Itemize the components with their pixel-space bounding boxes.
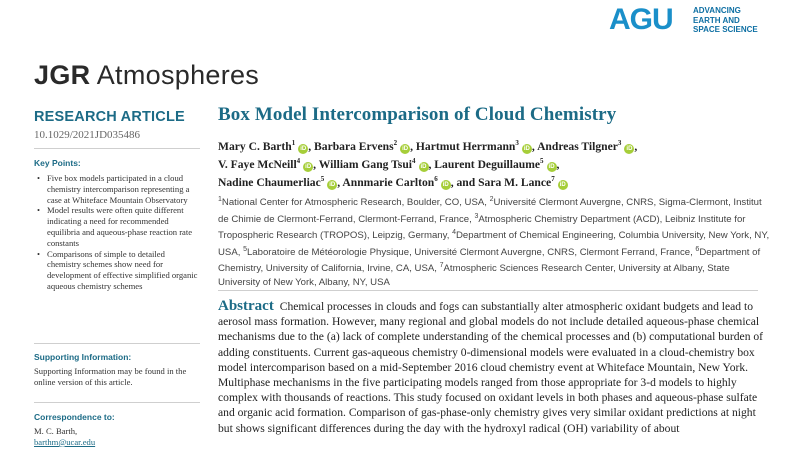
- affiliation-number: 1: [218, 196, 222, 203]
- author[interactable]: [218, 140, 308, 153]
- orcid-icon[interactable]: iD: [626, 145, 633, 152]
- key-point-item: • Model results were often quite different indicating a need for recommended equilibria and aqueous-phase reaction rate constants: [34, 205, 200, 248]
- divider: [218, 290, 758, 291]
- journal-name: Atmospheres: [90, 60, 260, 90]
- author-name: V. Faye McNeill: [218, 158, 297, 172]
- affiliation-number: 4: [296, 157, 301, 166]
- orcid-icon[interactable]: iD: [523, 145, 530, 152]
- correspondence-block: [34, 426, 200, 448]
- author[interactable]: [218, 176, 337, 189]
- correspondence-title: Correspondence to:: [34, 412, 115, 422]
- logo-line: EARTH AND: [693, 15, 740, 25]
- affiliation-text: Université Clermont Auvergne, CNRS, Sigma-Clermont, Institut de Chimie de Clermont-Ferrand, Clermont-Ferrand, France,: [218, 197, 762, 225]
- correspondence-name: M. C. Barth,: [34, 426, 78, 436]
- key-points-list: [34, 173, 200, 292]
- affiliation-number: 5: [243, 245, 247, 253]
- agu-logo: [609, 4, 784, 36]
- affiliation-number: 3: [515, 139, 519, 147]
- author-name: Laurent Deguillaume: [434, 158, 541, 172]
- supporting-info-text: Supporting Information may be found in the online version of this article.: [34, 366, 187, 387]
- affiliation-number: 3: [617, 139, 622, 147]
- author[interactable]: [537, 140, 634, 153]
- author[interactable]: [319, 158, 429, 171]
- orcid-icon[interactable]: iD: [420, 164, 427, 171]
- orcid-icon[interactable]: iD: [548, 164, 555, 171]
- affiliation-number: 2: [393, 139, 398, 147]
- article-type: RESEARCH ARTICLE: [34, 109, 185, 125]
- affiliation-number: 4: [412, 157, 416, 166]
- affiliation-text: Atmospheric Sciences Research Center, University at Albany, State University of New York, Albany, NY, USA: [218, 263, 730, 288]
- author-name: Hartmut Herrmann: [415, 139, 516, 153]
- affiliation-number: 3: [474, 212, 479, 220]
- orcid-icon[interactable]: iD: [402, 145, 409, 152]
- affiliation-number: 6: [434, 175, 438, 184]
- orcid-icon[interactable]: iD: [300, 145, 307, 152]
- affiliation-text: Department of Chemistry, University of California, Irvine, CA, USA,: [218, 246, 761, 275]
- author[interactable]: [416, 140, 532, 153]
- author[interactable]: [218, 158, 313, 171]
- supporting-info-title: Supporting Information:: [34, 352, 132, 362]
- logo-line: ADVANCING: [693, 6, 741, 15]
- affiliation-number: 7: [551, 175, 555, 184]
- author[interactable]: [478, 176, 568, 189]
- journal-abbrev: JGR: [34, 60, 91, 90]
- author-name: Nadine Chaumerliac: [218, 176, 321, 190]
- affiliation-number: 2: [489, 196, 494, 203]
- abstract: [218, 299, 766, 436]
- author-name: Annmarie Carlton: [342, 176, 435, 190]
- affiliation-text: Department of Chemical Engineering, Columbia University, New York, NY, USA,: [218, 230, 770, 258]
- author[interactable]: [314, 140, 410, 153]
- affiliation-number: 6: [695, 245, 700, 253]
- divider: [34, 402, 200, 403]
- affiliation-text: National Center for Atmospheric Research, Boulder, CO, USA,: [221, 197, 490, 209]
- author-name: Sara M. Lance: [478, 176, 552, 190]
- author-name: Mary C. Barth: [218, 139, 292, 153]
- author[interactable]: [342, 176, 450, 189]
- affiliation-number: 4: [452, 229, 456, 237]
- author[interactable]: [434, 158, 556, 171]
- doi-link[interactable]: 10.1029/2021JD035486: [34, 129, 141, 141]
- author-name: William Gang Tsui: [318, 158, 412, 172]
- affiliation-number: 5: [320, 175, 325, 184]
- orcid-icon[interactable]: iD: [329, 182, 336, 189]
- author-name: Andreas Tilgner: [537, 139, 618, 153]
- key-points-title: Key Points:: [34, 158, 81, 168]
- agu-logo-tagline: [693, 6, 758, 35]
- journal-title: [34, 60, 259, 91]
- affiliations: [218, 193, 770, 289]
- affiliation-text: Laboratoire de Météorologie Physique, Université Clermont Auvergne, CNRS, Clermont Ferrand, France,: [246, 246, 696, 258]
- author-name: Barbara Ervens: [314, 139, 394, 153]
- logo-line: SPACE SCIENCE: [693, 25, 758, 34]
- orcid-icon[interactable]: iD: [305, 164, 312, 171]
- orcid-icon[interactable]: iD: [559, 182, 566, 189]
- abstract-text: Chemical processes in clouds and fogs can substantially alter atmospheric oxidant budgets and lead to aerosol mass formation. However, many regional and global models do not include detailed aqueous-phase chemical mechanisms due to the (a) lack of complete understanding of the chemical processes and (b) computational burden of adding constituents. Current gas-aqueous chemistry 0-dimensional models were evaluated in a cloud-chemistry box model intercomparison based on a mid-September 2016 cloud chemistry event at Whiteface Mountain, New York. Multiphase mechanisms in the five participating models ranged from those appropriate for 3-d models to highly complex with thousands of reactions. This study focused on oxidant levels in both phases and aqueous-phase sulfate and organic acid formation. Comparison of gas-phase-only chemistry gives very similar oxidant predictions at night but shows significant differences during the day with the hydroxyl radical (OH) variability of about: [218, 300, 764, 435]
- affiliation-text: Atmospheric Chemistry Department (ACD), Leibniz Institute for Tropospheric Research (TROPOS), Leipzig, Germany,: [218, 213, 746, 242]
- affiliation-number: 5: [540, 157, 544, 166]
- author-list: Mary C. Barth$^1$iD , Barbara Ervens$^2$iD , Hartmut Herrmann$^3$iD , Andreas Tilgner$^3$iD , V. Faye McNeill$^4$iD , William Gang Tsui$^4$iD , Laurent Deguillaume$^5$iD , Nadine Chaumerliac$^5$iD , Annmarie Carlton$^6$iD , and Sara M. Lance$^7$iD: [218, 139, 638, 190]
- key-point-item: • Five box models participated in a cloud chemistry intercomparison representing a case at Whiteface Mountain Observatory: [34, 173, 200, 205]
- agu-logo-mark: AGU: [609, 3, 673, 36]
- correspondence-email-link[interactable]: barthm@ucar.edu: [34, 436, 96, 447]
- key-point-item: • Comparisons of simple to detailed chemistry schemes show need for development of effective simplified organic aqueous chemistry schemes: [34, 249, 200, 292]
- abstract-heading: Abstract: [218, 298, 274, 314]
- divider: [34, 343, 200, 344]
- affiliation-number: 1: [291, 139, 296, 147]
- orcid-icon[interactable]: iD: [442, 182, 449, 189]
- divider: [34, 148, 200, 149]
- affiliation-number: 7: [439, 262, 444, 270]
- article-title: Box Model Intercomparison of Cloud Chemistry: [218, 104, 617, 125]
